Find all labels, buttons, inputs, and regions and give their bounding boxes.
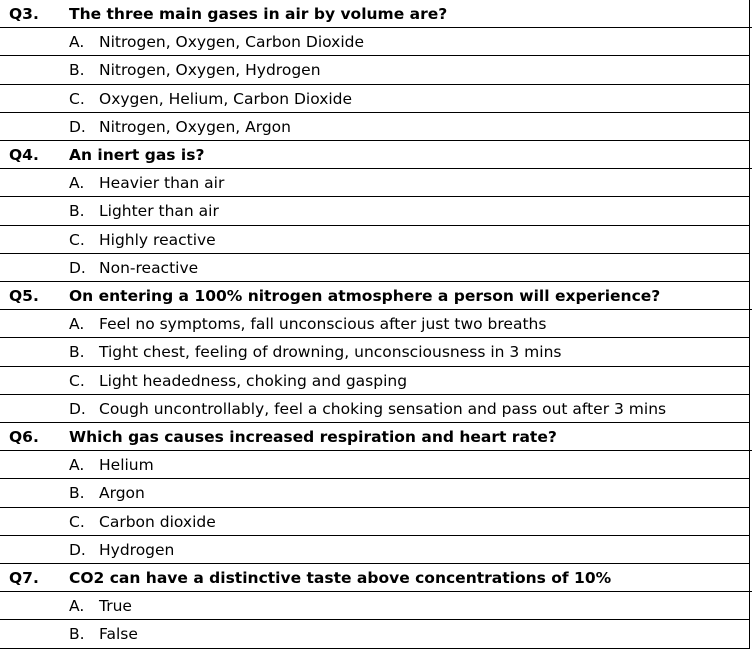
question-text: The three main gases in air by volume are? bbox=[69, 5, 448, 23]
answer-option[interactable] bbox=[0, 197, 750, 225]
question-text: Which gas causes increased respiration and heart rate? bbox=[69, 428, 557, 446]
option-text: Light headedness, choking and gasping bbox=[99, 371, 408, 390]
option-letter: A. bbox=[69, 315, 85, 334]
answer-option[interactable] bbox=[0, 254, 750, 282]
option-letter: C. bbox=[69, 512, 85, 531]
answer-option[interactable] bbox=[0, 367, 750, 395]
answer-option[interactable] bbox=[0, 338, 750, 366]
question-text: An inert gas is? bbox=[69, 146, 205, 164]
answer-option[interactable] bbox=[0, 226, 750, 254]
option-letter: A. bbox=[69, 597, 85, 616]
option-letter: B. bbox=[69, 61, 85, 80]
option-text: Feel no symptoms, fall unconscious after just two breaths bbox=[99, 315, 547, 334]
question-number: Q7. bbox=[9, 569, 39, 587]
question-row bbox=[0, 0, 752, 28]
answer-option[interactable] bbox=[0, 169, 750, 197]
option-letter: B. bbox=[69, 625, 85, 644]
answer-option[interactable] bbox=[0, 479, 750, 507]
option-letter: A. bbox=[69, 456, 85, 475]
question-row bbox=[0, 141, 752, 169]
option-text: Nitrogen, Oxygen, Hydrogen bbox=[99, 61, 321, 80]
option-text: Hydrogen bbox=[99, 540, 175, 559]
option-text: Oxygen, Helium, Carbon Dioxide bbox=[99, 89, 353, 108]
option-letter: D. bbox=[69, 399, 86, 418]
option-letter: B. bbox=[69, 484, 85, 503]
option-text: Heavier than air bbox=[99, 174, 225, 193]
answer-option[interactable] bbox=[0, 620, 750, 648]
option-text: Lighter than air bbox=[99, 202, 219, 221]
option-text: Tight chest, feeling of drowning, unconsciousness in 3 mins bbox=[99, 343, 562, 362]
question-number: Q4. bbox=[9, 146, 39, 164]
option-text: Nitrogen, Oxygen, Argon bbox=[99, 117, 291, 136]
option-letter: D. bbox=[69, 258, 86, 277]
option-letter: A. bbox=[69, 33, 85, 52]
question-number: Q6. bbox=[9, 428, 39, 446]
option-text: Argon bbox=[99, 484, 145, 503]
option-letter: C. bbox=[69, 230, 85, 249]
answer-option[interactable] bbox=[0, 310, 750, 338]
question-row bbox=[0, 282, 752, 310]
answer-option[interactable] bbox=[0, 56, 750, 84]
option-letter: A. bbox=[69, 174, 85, 193]
question-row bbox=[0, 564, 752, 592]
question-text: CO2 can have a distinctive taste above concentrations of 10% bbox=[69, 569, 612, 587]
option-letter: C. bbox=[69, 89, 85, 108]
question-text: On entering a 100% nitrogen atmosphere a person will experience? bbox=[69, 287, 661, 305]
answer-option[interactable] bbox=[0, 113, 750, 141]
question-number: Q5. bbox=[9, 287, 39, 305]
option-letter: D. bbox=[69, 117, 86, 136]
option-text: Helium bbox=[99, 456, 154, 475]
option-letter: D. bbox=[69, 540, 86, 559]
question-number: Q3. bbox=[9, 5, 39, 23]
option-text: True bbox=[99, 597, 132, 616]
option-text: Highly reactive bbox=[99, 230, 216, 249]
option-text: Carbon dioxide bbox=[99, 512, 216, 531]
question-row bbox=[0, 423, 752, 451]
option-letter: C. bbox=[69, 371, 85, 390]
option-letter: B. bbox=[69, 202, 85, 221]
option-text: Nitrogen, Oxygen, Carbon Dioxide bbox=[99, 33, 365, 52]
answer-option[interactable] bbox=[0, 85, 750, 113]
answer-option[interactable] bbox=[0, 592, 750, 620]
answer-option[interactable] bbox=[0, 28, 750, 56]
option-text: Non-reactive bbox=[99, 258, 199, 277]
table-right-border bbox=[749, 0, 750, 649]
answer-option[interactable] bbox=[0, 536, 750, 564]
option-text: False bbox=[99, 625, 138, 644]
answer-option[interactable] bbox=[0, 451, 750, 479]
answer-option[interactable] bbox=[0, 508, 750, 536]
option-letter: B. bbox=[69, 343, 85, 362]
option-text: Cough uncontrollably, feel a choking sensation and pass out after 3 mins bbox=[99, 399, 667, 418]
answer-option[interactable] bbox=[0, 395, 750, 423]
